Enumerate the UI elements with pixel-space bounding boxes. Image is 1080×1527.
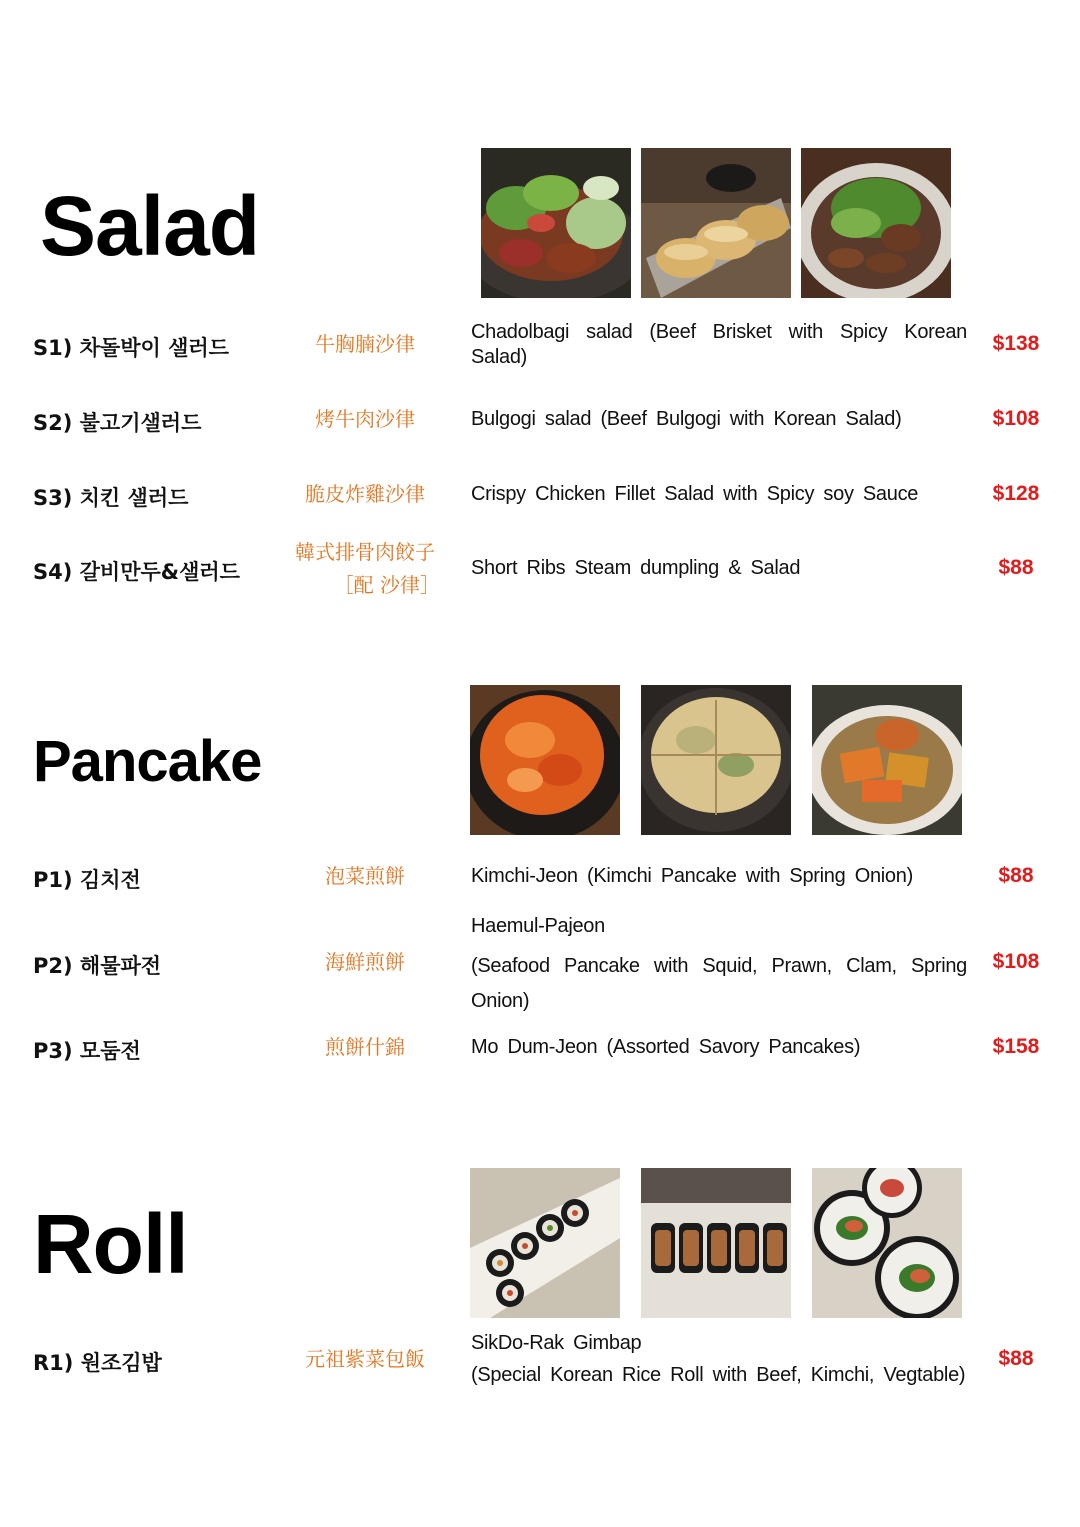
item-price: $128 <box>992 482 1040 505</box>
item-price: $88 <box>998 1347 1034 1370</box>
item-english-description: Bulgogi salad (Beef Bulgogi with Korean Salad) <box>471 408 902 430</box>
item-chinese-name: 泡菜煎餅 <box>325 864 405 888</box>
item-price: $138 <box>992 332 1040 355</box>
roll-section-title: Roll <box>33 1197 188 1291</box>
item-korean-name: P1) 김치전 <box>33 868 141 892</box>
item-korean-name: S1) 차돌박이 샐러드 <box>33 336 229 360</box>
item-english-description: Short Ribs Steam dumpling & Salad <box>471 557 801 579</box>
salad-photo-3 <box>801 148 951 298</box>
roll-photo-3 <box>812 1168 962 1318</box>
salad-photo-2 <box>641 148 791 298</box>
item-chinese-name-line2: ［配 沙律］ <box>333 573 440 597</box>
item-chinese-name: 牛胸腩沙律 <box>315 332 415 356</box>
item-chinese-name-line1: 韓式排骨肉餃子 <box>295 540 435 564</box>
pancake-photo-3 <box>812 685 962 835</box>
pancake-photo-1 <box>470 685 620 835</box>
salad-photo-1 <box>481 148 631 298</box>
item-english-description: Mo Dum-Jeon (Assorted Savory Pancakes) <box>471 1036 861 1058</box>
item-korean-name: P3) 모둠전 <box>33 1039 141 1063</box>
item-chinese-name: 元祖紫菜包飯 <box>305 1347 425 1371</box>
item-english-description: Crispy Chicken Fillet Salad with Spicy soy Sauce <box>471 483 919 505</box>
roll-photo-2 <box>641 1168 791 1318</box>
item-english-description: (Special Korean Rice Roll with Beef, Kimchi, Vegtable) <box>471 1364 966 1386</box>
roll-photo-1 <box>470 1168 620 1318</box>
item-english-description: Kimchi-Jeon (Kimchi Pancake with Spring Onion) <box>471 865 913 887</box>
item-price: $88 <box>998 556 1034 579</box>
item-english-description: (Seafood Pancake with Squid, Prawn, Clam, Spring Onion) <box>471 955 967 1012</box>
item-chinese-name: 脆皮炸雞沙律 <box>305 482 425 506</box>
item-korean-name: S2) 불고기샐러드 <box>33 411 202 435</box>
item-english-title: SikDo-Rak Gimbap <box>471 1332 642 1354</box>
item-price: $108 <box>992 407 1040 430</box>
item-korean-name: R1) 원조김밥 <box>33 1351 162 1375</box>
item-english-title: Haemul-Pajeon <box>471 915 605 937</box>
item-english-description: Chadolbagi salad (Beef Brisket with Spicy Korean Salad) <box>471 321 967 368</box>
item-chinese-name: 海鮮煎餅 <box>325 950 405 974</box>
pancake-section-title: Pancake <box>33 729 262 794</box>
salad-section-title: Salad <box>40 179 260 273</box>
item-price: $88 <box>998 864 1034 887</box>
item-price: $108 <box>992 950 1040 973</box>
item-chinese-name: 煎餅什錦 <box>325 1035 405 1059</box>
item-korean-name: P2) 해물파전 <box>33 954 162 978</box>
item-chinese-name: 烤牛肉沙律 <box>315 407 415 431</box>
item-price: $158 <box>992 1035 1040 1058</box>
item-korean-name: S4) 갈비만두&샐러드 <box>33 560 240 584</box>
item-korean-name: S3) 치킨 샐러드 <box>33 486 189 510</box>
pancake-photo-2 <box>641 685 791 835</box>
